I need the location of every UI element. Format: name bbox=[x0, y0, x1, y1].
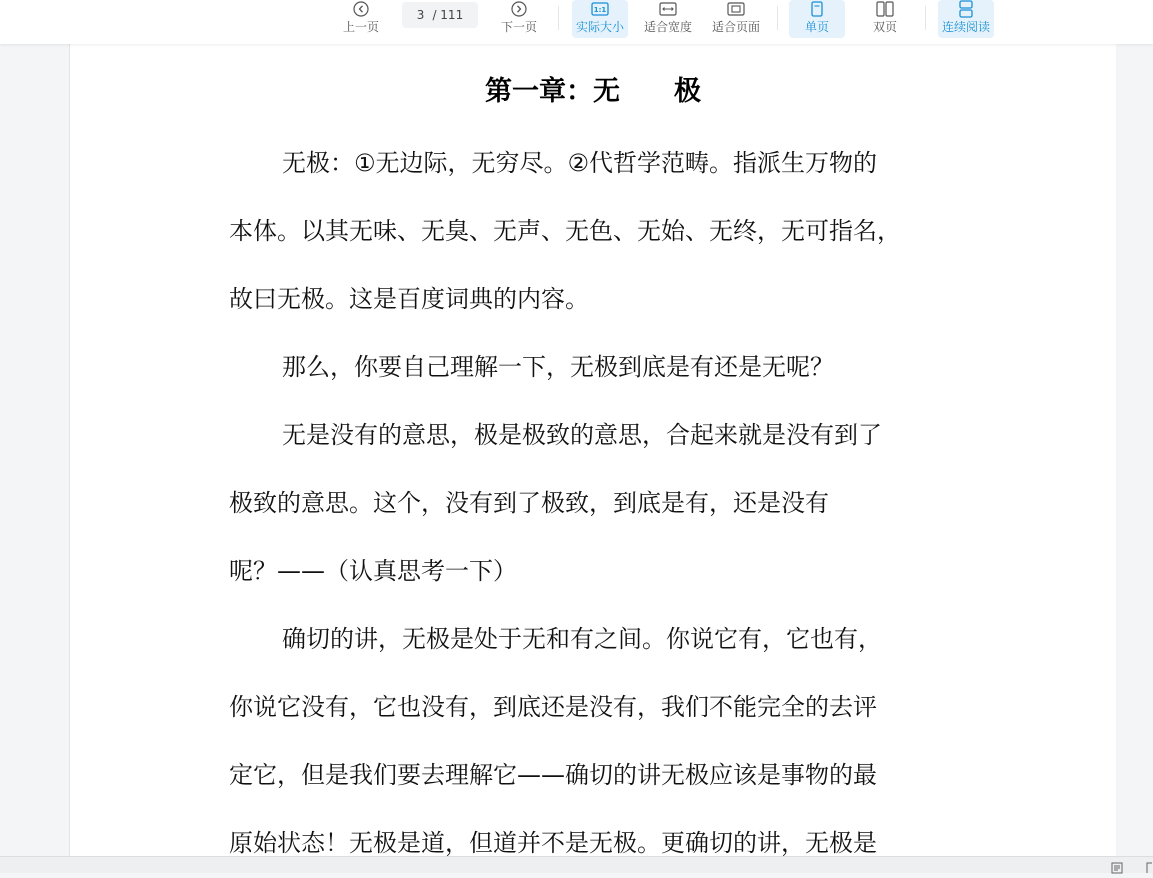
svg-text:1:1: 1:1 bbox=[593, 6, 607, 14]
text-line: 故曰无极。这是百度词典的内容。 bbox=[229, 285, 589, 313]
fit-width-button[interactable] bbox=[640, 0, 696, 38]
chevron-left-circle-icon bbox=[353, 0, 369, 18]
text-line: 极致的意思。这个，没有到了极致，到底是有，还是没有 bbox=[229, 489, 829, 517]
single-page-icon bbox=[810, 0, 824, 18]
actual-size-button[interactable] bbox=[572, 0, 628, 38]
status-bar bbox=[0, 856, 1153, 873]
text-line: 你说它没有，它也没有，到底还是没有，我们不能完全的去评 bbox=[229, 693, 877, 721]
page-view-icon[interactable] bbox=[1146, 859, 1153, 878]
actual-size-icon bbox=[591, 0, 609, 18]
single-page-button[interactable] bbox=[789, 0, 845, 38]
fit-width-label: 适合宽度 bbox=[643, 20, 692, 34]
outline-icon[interactable] bbox=[1111, 859, 1123, 878]
double-page-button[interactable] bbox=[857, 0, 913, 38]
chevron-right-circle-icon bbox=[511, 0, 527, 18]
next-page-label: 下一页 bbox=[500, 20, 537, 34]
double-page-icon bbox=[876, 0, 894, 18]
viewer-toolbar bbox=[0, 0, 1153, 44]
continuous-reading-button[interactable] bbox=[938, 0, 994, 38]
fit-page-label: 适合页面 bbox=[711, 20, 760, 34]
prev-page-label: 上一页 bbox=[342, 20, 379, 34]
fit-page-button[interactable] bbox=[708, 0, 764, 38]
text-line: 无是没有的意思，极是极致的意思，合起来就是没有到了 bbox=[282, 421, 882, 449]
document-page bbox=[69, 44, 1117, 856]
chapter-title: 第一章：无 极 bbox=[485, 76, 701, 107]
text-line: 无极：①无边际，无穷尽。②代哲学范畴。指派生万物的 bbox=[282, 149, 878, 177]
single-page-label: 单页 bbox=[804, 20, 829, 34]
page-number-input[interactable] bbox=[402, 2, 478, 28]
text-line: 确切的讲，无极是处于无和有之间。你说它有，它也有， bbox=[282, 625, 882, 653]
actual-size-label: 实际大小 bbox=[575, 20, 624, 34]
current-page-value: 3 bbox=[416, 8, 425, 22]
fit-width-icon bbox=[659, 0, 677, 18]
double-page-label: 双页 bbox=[872, 20, 897, 34]
fit-page-icon bbox=[727, 0, 745, 18]
text-line: 定它，但是我们要去理解它——确切的讲无极应该是事物的最 bbox=[229, 761, 877, 789]
text-line: 呢？——（认真思考一下） bbox=[229, 557, 517, 585]
text-line: 本体。以其无味、无臭、无声、无色、无始、无终，无可指名， bbox=[229, 217, 901, 245]
continuous-reading-label: 连续阅读 bbox=[941, 20, 990, 34]
toolbar-divider bbox=[558, 6, 559, 30]
toolbar-divider bbox=[777, 6, 778, 30]
next-page-button[interactable] bbox=[498, 0, 540, 38]
total-pages: / 111 bbox=[432, 8, 464, 22]
continuous-reading-icon bbox=[958, 0, 974, 18]
text-line: 那么，你要自己理解一下，无极到底是有还是无呢？ bbox=[282, 353, 834, 381]
toolbar-divider bbox=[925, 6, 926, 30]
text-line: 原始状态！无极是道，但道并不是无极。更确切的讲，无极是 bbox=[229, 829, 877, 856]
vertical-scroll-area[interactable] bbox=[1116, 44, 1153, 856]
prev-page-button[interactable] bbox=[340, 0, 382, 38]
